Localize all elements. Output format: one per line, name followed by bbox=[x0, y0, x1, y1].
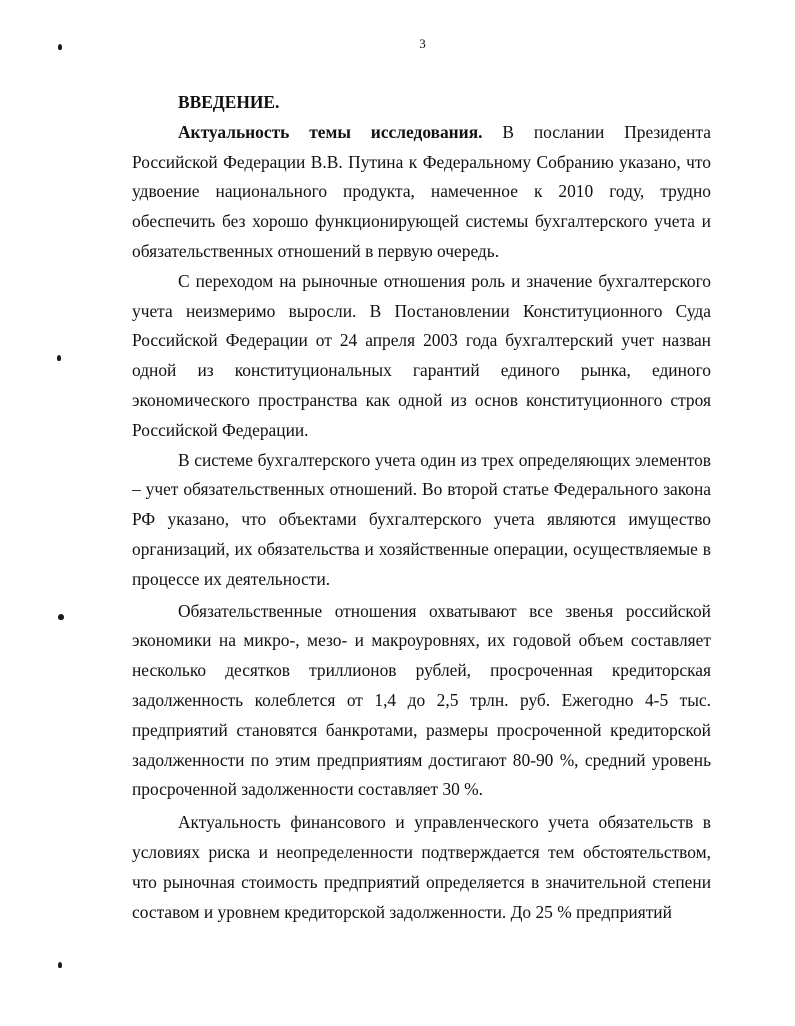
paragraph-lead: Актуальность темы исследования. bbox=[178, 121, 483, 142]
margin-mark bbox=[58, 962, 62, 968]
paragraph: Актуальность финансового и управленческого учета обязательств в условиях риска и неопределенности подтверждается тем обстоятельством, что рыночная стоимость предприятий определяется в значительной степени составом и уровнем кредиторской задолженности. До 25 % предприятий bbox=[132, 812, 711, 922]
paragraph: С переходом на рыночные отношения роль и значение бухгалтерского учета неизмеримо выросли. В Постановлении Конституционного Суда Российской Федерации от 24 апреля 2003 года бухгалтерский учет назван одной из конституциональных гарантий единого рынка, единого экономического пространства как одной из основ конституционного строя Российской Федерации. bbox=[132, 270, 711, 440]
document-body bbox=[132, 88, 711, 927]
paragraph: В системе бухгалтерского учета один из трех определяющих элементов – учет обязательственных отношений. Во второй статье Федерального закона РФ указано, что объектами бухгалтерского учета являются имущество организаций, их обязательства и хозяйственные операции, осуществляемые в процессе их деятельности. bbox=[132, 449, 711, 589]
paragraph-text: В послании Президента Российской Федерации В.В. Путина к Федеральному Собранию указано, что удвоение национального продукта, намеченное к 2010 году, трудно обеспечить без хорошо функционирующей системы бухгалтерского учета и обязательственных отношений в первую очередь. bbox=[132, 121, 711, 261]
section-heading: ВВЕДЕНИЕ. bbox=[178, 92, 280, 112]
page-number: 3 bbox=[419, 36, 426, 51]
paragraph: Обязательственные отношения охватывают все звенья российской экономики на микро-, мезо- и макроуровнях, их годовой объем составляет несколько десятков триллионов рублей, просроченная кредиторская задолженность колеблется от 1,4 до 2,5 трлн. руб. Ежегодно 4-5 тыс. предприятий становятся банкротами, размеры просроченной кредиторской задолженности по этим предприятиям достигают 80-90 %, средний уровень просроченной задолженности составляет 30 %. bbox=[132, 600, 711, 800]
margin-mark bbox=[57, 355, 61, 361]
paragraph-relevance bbox=[132, 118, 711, 267]
margin-mark bbox=[58, 44, 62, 50]
margin-mark bbox=[58, 614, 64, 620]
